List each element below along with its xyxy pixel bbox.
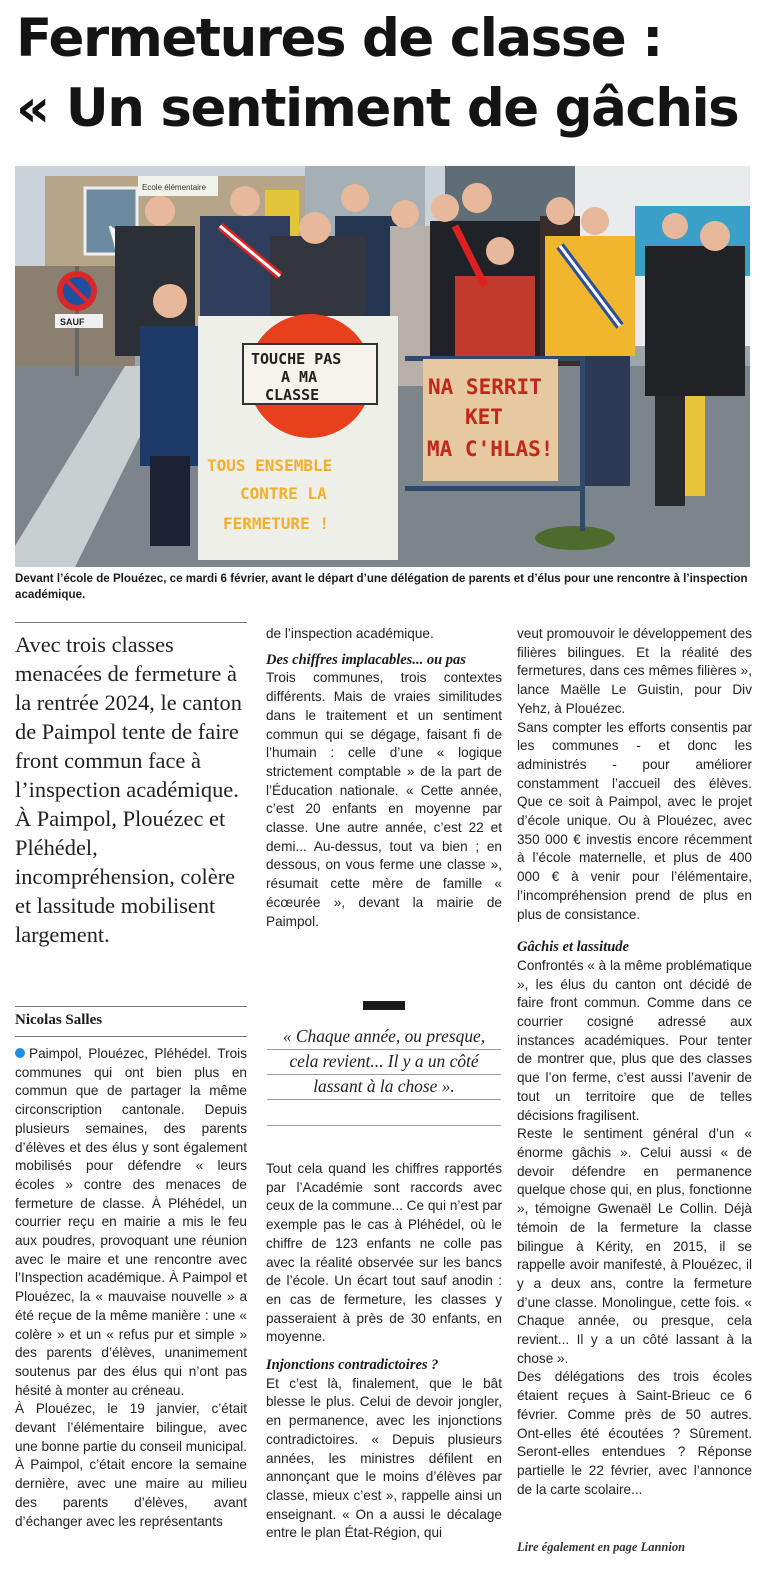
paragraph: veut promouvoir le développement des filières bilingues. Et la réalité des fermetures, dans ces mêmes filières », lance Maëlle Le Guistin, pour Div Yehz, à Plouézec.: [517, 626, 752, 716]
sign-right-3: MA C'HLAS!: [427, 437, 554, 461]
byline: Nicolas Salles: [15, 1012, 103, 1028]
school-sign: Ecole élémentaire: [142, 183, 207, 192]
column-2-top: [266, 625, 502, 931]
bullet-dot-icon: [15, 1048, 25, 1058]
subheading: Gâchis et lassitude: [517, 939, 629, 956]
article-photo: [15, 166, 750, 567]
sign-left-bot: CLASSE: [265, 386, 320, 404]
column-2-bottom: [266, 1160, 502, 1543]
column-3: [517, 625, 752, 1499]
sign-left-slogan-2: CONTRE LA: [240, 484, 327, 503]
subheading: Injonctions contradictoires ?: [266, 1357, 439, 1374]
sign-right-2: KET: [465, 405, 503, 429]
road-sign-text: SAUF: [60, 317, 85, 327]
subheading: Des chiffres implacables... ou pas: [266, 651, 466, 668]
sign-left-slogan-3: FERMETURE !: [223, 514, 329, 533]
photo-caption: Devant l’école de Plouézec, ce mardi 6 février, avant le départ d’une délégation de parents et d’élus pour une rencontre à l’inspection académique.: [15, 572, 748, 601]
paragraph: Des délégations des trois écoles étaient reçues à Saint-Brieuc ce 6 février. Comme près de 50 autres. Ont-elles été écoutées ? Sûrement. Seront-elles entendues ? Réponse partielle le 22 février, avec l’annonce de la carte scolaire...: [517, 1369, 752, 1497]
article-lead: Avec trois classes menacées de fermeture à la rentrée 2024, le canton de Paimpol tente de faire front commun face à l’inspection académique. À Paimpol, Plouézec et Pléhédel, incompréhension, colère et lassitude mobilisent largement.: [15, 632, 242, 947]
byline-bottom-rule: [15, 1036, 247, 1037]
sign-right-1: NA SERRIT: [428, 375, 542, 399]
sign-left-mid: A MA: [281, 368, 318, 386]
column-1: [15, 1045, 247, 1531]
paragraph: Et c’est là, finalement, que le bât blesse le plus. Celui de devoir jongler, en permanence, avec les injonctions contradictoires. « Depuis plusieurs années, les ministres défilent en annonçant que le moins d’élèves par classe, mieux c’est », rappelle ainsi un enseignant. « On a aussi le décalage entre le plan État-Région, qui: [266, 1375, 502, 1541]
pullquote-rule: [267, 1099, 501, 1100]
sign-left-slogan-1: TOUS ENSEMBLE: [207, 456, 333, 475]
headline-line-1: Fermetures de classe :: [16, 8, 662, 69]
paragraph: de l’inspection académique.: [266, 626, 434, 641]
pullquote-rule: [267, 1125, 501, 1126]
paragraph: Sans compter les efforts consentis par les communes - et donc les administrés - pour améliorer constamment l’accueil des élèves. Que ce soit à Paimpol, avec le projet d’école unique. Ou à Plouézec, avec 350 000 € investis encore récemment à l’école maternelle, et plus de 400 000 € à venir pour l’élémentaire, l’incompréhension prend de plus en plus de consistance.: [517, 719, 752, 922]
paragraph-text: Paimpol, Plouézec, Pléhédel. Trois communes qui ont bien plus en commun que de partager la même circonscription cantonale. Depuis plusieurs semaines, des parents d’élèves et des élus y sont également mobilisés pour défendre « leurs écoles » contre des menaces de fermeture de classe. À Pléhédel, un courrier reçu en mairie a mis le feu aux poudres, provoquant une réunion avec le maire et une rencontre avec l’Inspection académique. À Paimpol et Plouézec, la « mauvaise nouvelle » a été reçue de la même manière : une « colère » et un « refus pur et simple » des parents d’élèves, unanimement soutenus par des élus qui n’ont pas hésité à monter au créneau.: [15, 1046, 247, 1398]
byline-top-rule: [15, 1006, 247, 1007]
paragraph: Confrontés « à la même problématique », les élus du canton ont décidé de faire front commun. Comme dans ce courrier cosigné adressé aux instances académiques. Pour tenter de montrer que, plus que des classes que l’on ferme, c’est aussi l’avenir de tout un territoire que de telles décisions fragilisent.: [517, 957, 752, 1123]
paragraph: [15, 1045, 247, 1400]
pullquote-bar: [363, 1001, 405, 1010]
chapo-top-rule: [15, 622, 247, 623]
paragraph: À Plouézec, le 19 janvier, c’était devant l’élémentaire bilingue, avec une bonne partie du conseil municipal. À Paimpol, c’était encore la semaine dernière, avec une maire au milieu des parents d’élèves, avant d’échanger avec les représentants: [15, 1401, 248, 1529]
paragraph: Tout cela quand les chiffres rapportés par l’Académie sont raccords avec ceux de la commune... Ce qui n’est par exemple pas le cas à Pléhédel, où le chiffre de 123 enfants ne colle pas avec la réalité observée sur les bancs de l’école. Un écart tout sauf anodin : en cas de fermeture, les classes y passeraient à près de 30 enfants, en moyenne.: [266, 1161, 502, 1345]
see-also-note: Lire également en page Lannion: [517, 1540, 686, 1554]
paragraph: Trois communes, trois contextes différents. Mais de vraies similitudes dans le traitement et un sentiment commun qui se dégage, faisant fi de l’humain : celle d’une « logique strictement comptable » de la part de l’Éducation nationale. « Cette année, c’est 20 enfants en moyenne par classe. Une autre année, c’est 22 et demi... Au-dessus, tout va bien ; en dessous, on vous ferme une classe », résumait cette mère de famille « écœurée », devant la mairie de Paimpol.: [266, 670, 502, 929]
paragraph: Reste le sentiment général d’un « énorme gâchis ». Celui aussi « de devoir défendre en permanence quelque chose qui, en plus, fonctionne », témoigne Gwenaël Le Collin. Déjà témoin de la fermeture la classe bilingue à Kérity, en 2015, il se rappelle avoir manifesté, à Plouézec, il y a deux ans, contre la fermeture d’une classe. Monolingue, cette fois. « Chaque année, ou presque, cela revient... Il y a un côté lassant à la chose ».: [517, 1126, 752, 1366]
pullquote: « Chaque année, ou presque, cela revient... Il y a un côté lassant à la chose ».: [282, 1026, 486, 1096]
sign-left-top: TOUCHE PAS: [251, 350, 342, 368]
headline-line-2: « Un sentiment de gâchis: [16, 78, 739, 139]
